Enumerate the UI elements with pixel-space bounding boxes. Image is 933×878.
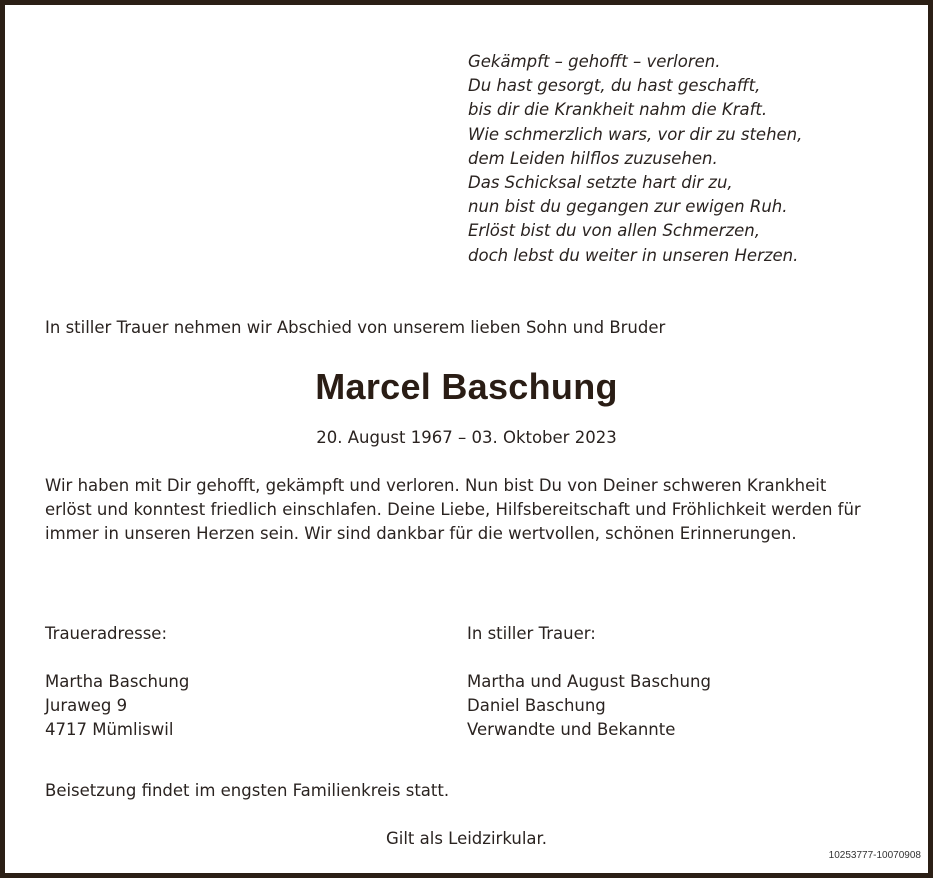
poem-line: doch lebst du weiter in unseren Herzen.: [468, 245, 799, 265]
mourning-address: [45, 622, 189, 742]
mourner-line: Verwandte und Bekannte: [467, 720, 676, 739]
poem-line: dem Leiden hilflos zuzusehen.: [468, 148, 718, 168]
reference-number: 10253777-10070908: [828, 850, 921, 861]
poem-line: bis dir die Krankheit nahm die Kraft.: [468, 100, 768, 120]
mourners-label: In stiller Trauer:: [467, 624, 596, 643]
mourners: [467, 622, 711, 742]
life-dates: 20. August 1967 – 03. Oktober 2023: [316, 428, 617, 447]
poem-line: Du hast gesorgt, du hast geschafft,: [468, 76, 761, 96]
poem-line: Erlöst bist du von allen Schmerzen,: [468, 221, 760, 241]
intro-text: In stiller Trauer nehmen wir Abschied von unserem lieben Sohn und Bruder: [45, 318, 666, 337]
address-line: Juraweg 9: [45, 696, 128, 715]
body-text: Wir haben mit Dir gehofft, gekämpft und verloren. Nun bist Du von Deiner schweren Krankheit erlöst und konntest friedlich einschlafen. Deine Liebe, Hilfsbereitschaft und Fröhlichkeit werden für immer in unseren Herzen sein. Wir sind dankbar für die wertvollen, schönen Erinnerungen.: [45, 476, 861, 543]
poem-line: Wie schmerzlich wars, vor dir zu stehen,: [468, 124, 803, 144]
poem: [468, 50, 802, 268]
address-line: Martha Baschung: [45, 672, 190, 691]
burial-note: Beisetzung findet im engsten Familienkreis statt.: [45, 781, 450, 800]
mourner-line: Martha und August Baschung: [467, 672, 711, 691]
poem-line: Gekämpft – gehofft – verloren.: [468, 52, 721, 71]
mourner-line: Daniel Baschung: [467, 696, 606, 715]
poem-line: nun bist du gegangen zur ewigen Ruh.: [468, 197, 788, 217]
address-label: Traueradresse:: [45, 624, 168, 643]
circular-note: Gilt als Leidzirkular.: [385, 829, 548, 848]
address-line: 4717 Mümliswil: [45, 720, 174, 739]
deceased-name: Marcel Baschung: [315, 366, 618, 407]
poem-line: Das Schicksal setzte hart dir zu,: [468, 173, 733, 193]
